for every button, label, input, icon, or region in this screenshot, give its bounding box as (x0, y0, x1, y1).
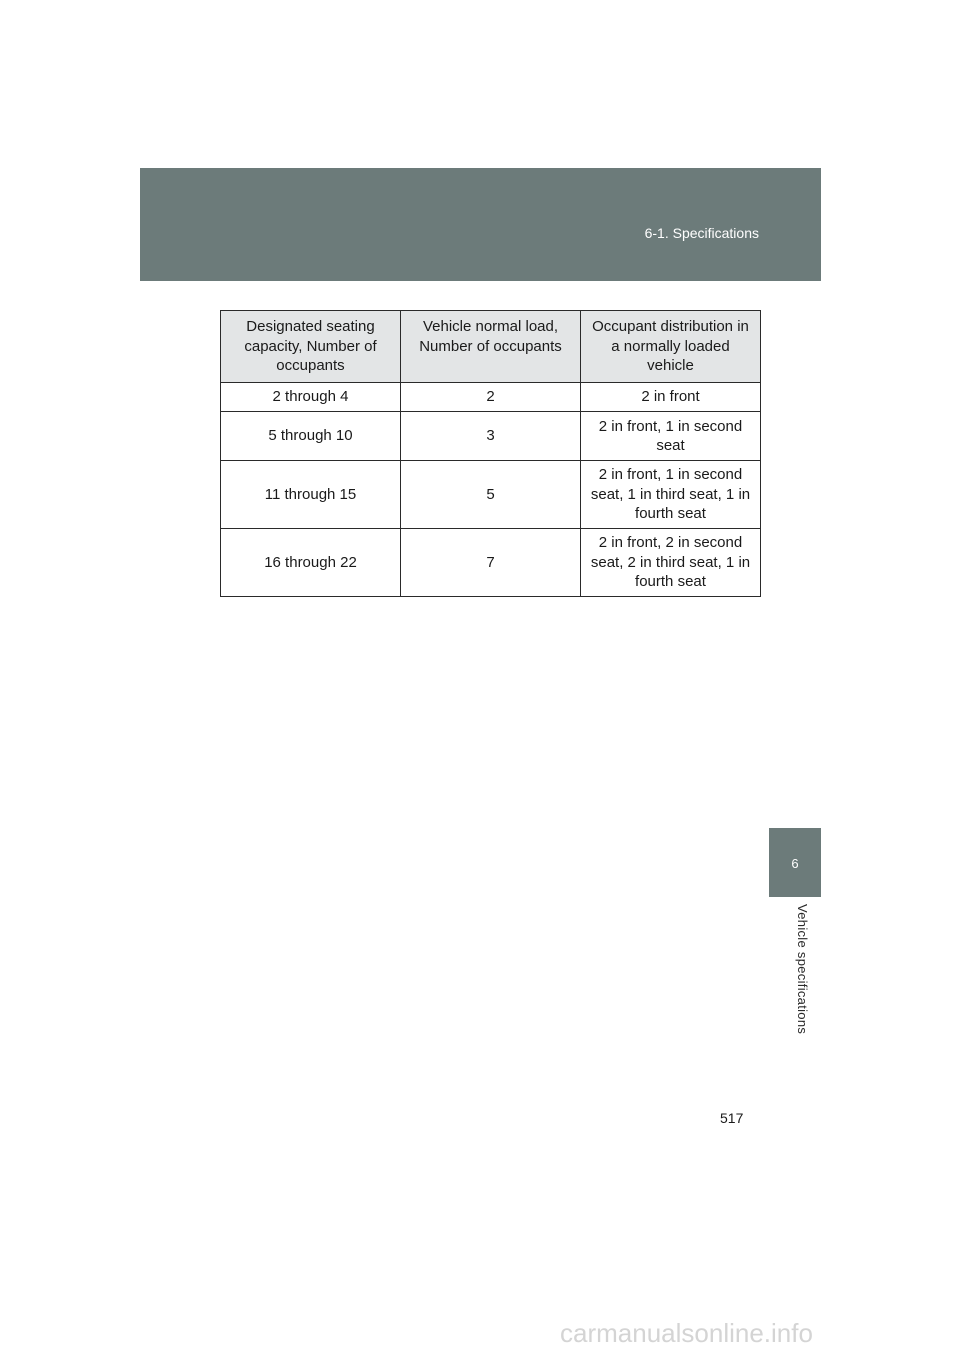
table-row (221, 461, 761, 529)
chapter-header-band (140, 168, 821, 281)
chapter-number: 6 (791, 856, 799, 871)
chapter-tab[interactable] (769, 828, 821, 897)
distribution-cell: 2 in front, 2 in second seat, 2 in third seat, 1 in fourth seat (581, 529, 761, 597)
table-row (221, 383, 761, 412)
normal-load-cell: 3 (401, 412, 581, 461)
occupant-distribution-table (220, 310, 761, 597)
seating-capacity-cell: 2 through 4 (221, 383, 401, 412)
normal-load-cell: 5 (401, 461, 581, 529)
seating-capacity-cell: 11 through 15 (221, 461, 401, 529)
section-title: 6-1. Specifications (644, 225, 759, 241)
watermark: carmanualsonline.info (560, 1318, 813, 1348)
distribution-cell: 2 in front, 1 in second seat (581, 412, 761, 461)
header-occupant-distribution: Occupant distribution in a normally loaded vehicle (581, 311, 761, 383)
table-row (221, 529, 761, 597)
normal-load-cell: 2 (401, 383, 581, 412)
header-normal-load: Vehicle normal load, Number of occupants (401, 311, 581, 383)
distribution-cell: 2 in front, 1 in second seat, 1 in third seat, 1 in fourth seat (581, 461, 761, 529)
page-number: 517 (720, 1110, 744, 1126)
table-row (221, 412, 761, 461)
seating-capacity-cell: 5 through 10 (221, 412, 401, 461)
chapter-label: Vehicle specifications (795, 904, 810, 1035)
distribution-cell: 2 in front (581, 383, 761, 412)
seating-capacity-cell: 16 through 22 (221, 529, 401, 597)
table-header-row (221, 311, 761, 383)
header-seating-capacity: Designated seating capacity, Number of occupants (221, 311, 401, 383)
normal-load-cell: 7 (401, 529, 581, 597)
